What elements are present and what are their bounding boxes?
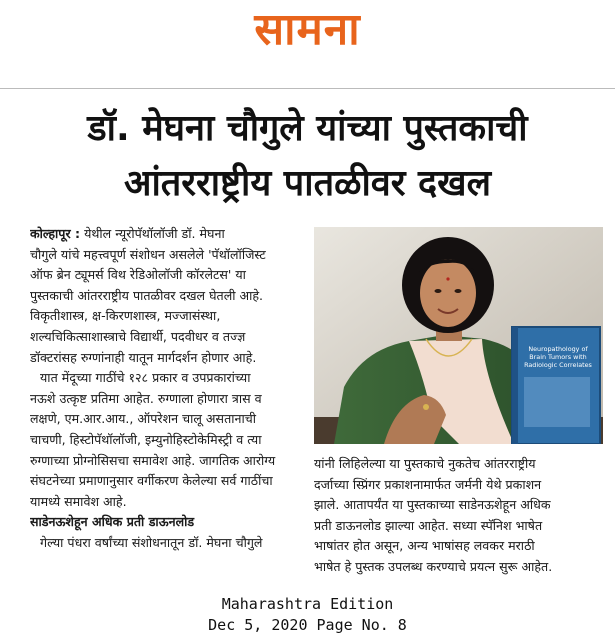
headline-line-2: आंतरराष्ट्रीय पातळीवर दखल — [123, 163, 492, 204]
book-cover — [512, 327, 600, 444]
article-line: दर्जाच्या स्प्रिंगर प्रकाशनामार्फत जर्मनी येथे प्रकाशन — [314, 476, 542, 492]
masthead-logo: सामना — [254, 4, 361, 55]
article-line: रुग्णाच्या प्रोग्नोसिसचा समावेश आहे. जागतिक आरोग्य — [30, 452, 276, 468]
edition-info — [0, 594, 615, 636]
article-line: झाले. आतापर्यंत या पुस्तकाच्या साडेनऊशेहून अधिक — [314, 497, 551, 513]
edition-name: Maharashtra Edition — [221, 595, 394, 613]
book-title-line-3: Radiologic Correlates — [524, 361, 592, 369]
headline-line-1: डॉ. मेघना चौगुले यांच्या पुस्तकाची — [87, 108, 528, 149]
article-line: लक्षणे, एम.आर.आय., ऑपरेशन चालू असतानाची — [30, 411, 257, 427]
article-line: गेल्या पंधरा वर्षांच्या संशोधनातून डॉ. मेघना चौगुले — [40, 534, 263, 550]
article-line: यांनी लिहिलेल्या या पुस्तकाचे नुकतेच आंतरराष्ट्रीय — [314, 456, 536, 471]
article-line: भाषांतर होत असून, अन्य भाषांसह लवकर मराठी — [314, 538, 535, 554]
article-line: विकृतीशास्त्र, क्ष-किरणशास्त्र, मज्जासंस्था, — [30, 308, 221, 324]
article-line: येथील न्यूरोपॅथॉलॉजी डॉ. मेघना — [84, 226, 225, 241]
article-line: पुस्तकाची आंतरराष्ट्रीय पातळीवर दखल घेतली आहे. — [30, 287, 264, 303]
article-line: भाषेत हे पुस्तक उपलब्ध करण्याचे प्रयत्न सुरू आहेत. — [314, 558, 553, 574]
edition-date-page: Dec 5, 2020 Page No. 8 — [208, 616, 407, 634]
article-line: यात मेंदूच्या गाठींचे १२८ प्रकार व उपप्रकारांच्या — [40, 370, 251, 386]
article-right-column — [314, 454, 602, 578]
article-line: डॉक्टरांसह रुग्णांनाही यातून मार्गदर्शन होणार आहे. — [30, 349, 257, 365]
article-line: प्रती डाऊनलोड झाल्या आहेत. सध्या स्पॅनिश भाषेत — [314, 517, 543, 533]
book-title-line-2: Brain Tumors with — [529, 353, 587, 361]
article-line: नऊशे उत्कृष्ट प्रतिमा आहेत. रुग्णाला होणारा त्रास व — [30, 390, 262, 406]
article-line: यामध्ये समावेश आहे. — [30, 493, 127, 509]
article-first-line — [30, 224, 302, 245]
article-left-column — [30, 224, 302, 554]
article-line: चाचणी, हिस्टोपॅथॉलॉजी, इम्युनोहिस्टोकेमिस्ट्री व त्या — [30, 431, 262, 447]
newspaper-masthead — [0, 2, 615, 62]
article-line: शल्यचिकित्साशास्त्राचे विद्यार्थी, पदवीधर व तज्ज्ञ — [30, 328, 246, 344]
article-line: चौगुले यांचे महत्त्वपूर्ण संशोधन असलेले 'पॅथॉलॉजिस्ट — [30, 246, 266, 262]
article-subhead: साडेनऊशेहून अधिक प्रती डाऊनलोड — [30, 514, 195, 530]
book-title-line-1: Neuropathology of — [528, 345, 588, 353]
article-line: संघटनेच्या प्रमाणानुसार वर्गीकरण केलेल्या सर्व गाठींचा — [30, 473, 273, 489]
author-photo — [314, 227, 603, 444]
masthead-divider — [0, 88, 615, 89]
dateline: कोल्हापूर : — [30, 226, 81, 241]
article-line: ऑफ ब्रेन ट्यूमर्स विथ रेडिओलॉजी कॉरलेटस' या — [30, 267, 246, 283]
